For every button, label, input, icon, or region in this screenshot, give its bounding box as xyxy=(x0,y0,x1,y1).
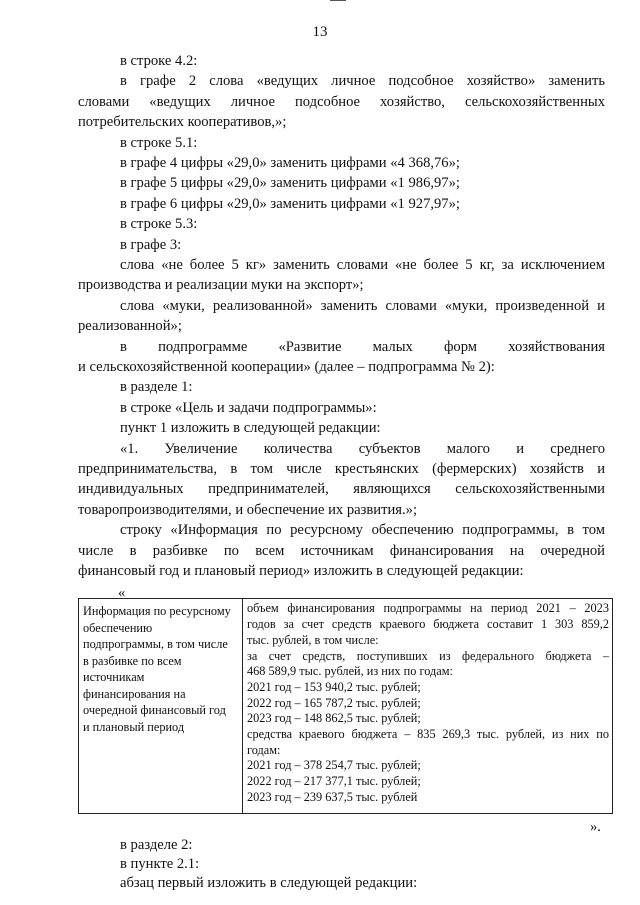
right-cell-line: тыс. рублей, в том числе: xyxy=(247,632,379,647)
text-line: в строке 5.3: xyxy=(120,216,198,233)
right-cell-line: 2021 год – 153 940,2 тыс. рублей; xyxy=(247,679,421,694)
text-line: строку «Информация по ресурсному обеспечению подпрограммы, в том xyxy=(120,522,605,539)
text-line: словами «ведущих личное подсобное хозяйство, сельскохозяйственных xyxy=(78,93,605,110)
right-cell-line: 2023 год – 148 862,5 тыс. рублей; xyxy=(247,711,421,726)
right-cell-line: 468 589,9 тыс. рублей, из них по годам: xyxy=(247,664,453,679)
text-line: в графе 4 цифры «29,0» заменить цифрами «4 368,76»; xyxy=(120,155,460,171)
text-line: в строке 4.2: xyxy=(120,53,198,69)
text-line: слова «не более 5 кг» заменить словами «не более 5 кг, за исключением xyxy=(120,257,605,273)
text-line: потребительских кооперативов,»; xyxy=(78,114,287,131)
text-line: в разделе 1: xyxy=(120,379,193,396)
right-cell-line: 2021 год – 378 254,7 тыс. рублей; xyxy=(247,758,421,773)
text-line: финансовый год и плановый период» изложить в следующей редакции: xyxy=(78,563,524,579)
text-line: производства и реализации муки на экспорт»; xyxy=(78,277,364,294)
text-line: в графе 6 цифры «29,0» заменить цифрами «1 927,97»; xyxy=(120,195,460,212)
text-line: «1. Увеличение количества субъектов малого и среднего xyxy=(120,440,605,457)
left-cell-line: финансирования на xyxy=(83,686,186,701)
text-line: в графе 5 цифры «29,0» заменить цифрами «1 986,97»; xyxy=(120,175,460,192)
text-line: и сельскохозяйственной кооперации» (далее – подпрограмма № 2): xyxy=(78,359,495,375)
left-cell-line: очередной финансовый год xyxy=(83,703,226,718)
right-cell-line: средства краевого бюджета – 835 269,3 тыс. рублей, из них по xyxy=(247,727,609,742)
left-cell-line: и плановый период xyxy=(83,719,185,734)
right-cell-line: 2022 год – 217 377,1 тыс. рублей; xyxy=(247,774,421,789)
text-line: в подпрограмме «Развитие малых форм хозяйствования xyxy=(120,338,605,355)
text-line: числе в разбивке по всем источникам финансирования на очередной xyxy=(78,542,605,559)
left-cell-line: в разбивке по всем xyxy=(83,653,182,668)
right-cell-line: объем финансирования подпрограммы на период 2021 – 2023 xyxy=(247,601,609,616)
right-cell-line: за счет средств, поступивших из федерального бюджета – xyxy=(247,648,609,663)
text-line: реализованной»; xyxy=(78,318,182,335)
table-right-cell xyxy=(247,601,609,805)
text-line: слова «муки, реализованной» заменить словами «муки, произведенной и xyxy=(120,297,605,314)
text-line: абзац первый изложить в следующей редакции: xyxy=(120,875,418,892)
right-cell-line: годам: xyxy=(247,742,281,757)
text-line: индивидуальных предпринимателей, являющихся сельскохозяйственными xyxy=(78,481,605,498)
text-line: товаропроизводителями, и обеспечение их развития.»; xyxy=(78,501,418,518)
text-line: в графе 3: xyxy=(120,236,182,253)
text-line: в разделе 2: xyxy=(120,837,193,854)
left-cell-line: подпрограммы, в том числе xyxy=(83,637,228,652)
text-line: в пункте 2.1: xyxy=(120,856,200,873)
text-line: в строке 5.1: xyxy=(120,134,198,151)
table-left-cell xyxy=(83,603,239,735)
resource-table xyxy=(78,598,613,814)
table-divider xyxy=(242,599,243,813)
text-line: в строке «Цель и задачи подпрограммы»: xyxy=(120,399,377,416)
left-cell-line: Информация по ресурсному xyxy=(83,604,231,619)
text-line: в графе 2 слова «ведущих личное подсобное хозяйство» заменить xyxy=(120,73,605,90)
page-number: 13 xyxy=(312,24,328,40)
right-cell-line: годов за счет средств краевого бюджета составит 1 303 859,2 xyxy=(247,617,609,632)
text-line: предпринимательства, в том числе крестьянских (фермерских) хозяйств и xyxy=(78,461,605,477)
left-cell-line: источникам xyxy=(83,670,145,685)
left-cell-line: обеспечению xyxy=(83,620,153,635)
text-line: пункт 1 изложить в следующей редакции: xyxy=(120,420,381,437)
right-cell-line: 2023 год – 239 637,5 тыс. рублей xyxy=(247,789,418,804)
close-quote: ». xyxy=(590,819,601,836)
right-cell-line: 2022 год – 165 787,2 тыс. рублей; xyxy=(247,695,421,710)
open-quote: « xyxy=(118,585,126,602)
